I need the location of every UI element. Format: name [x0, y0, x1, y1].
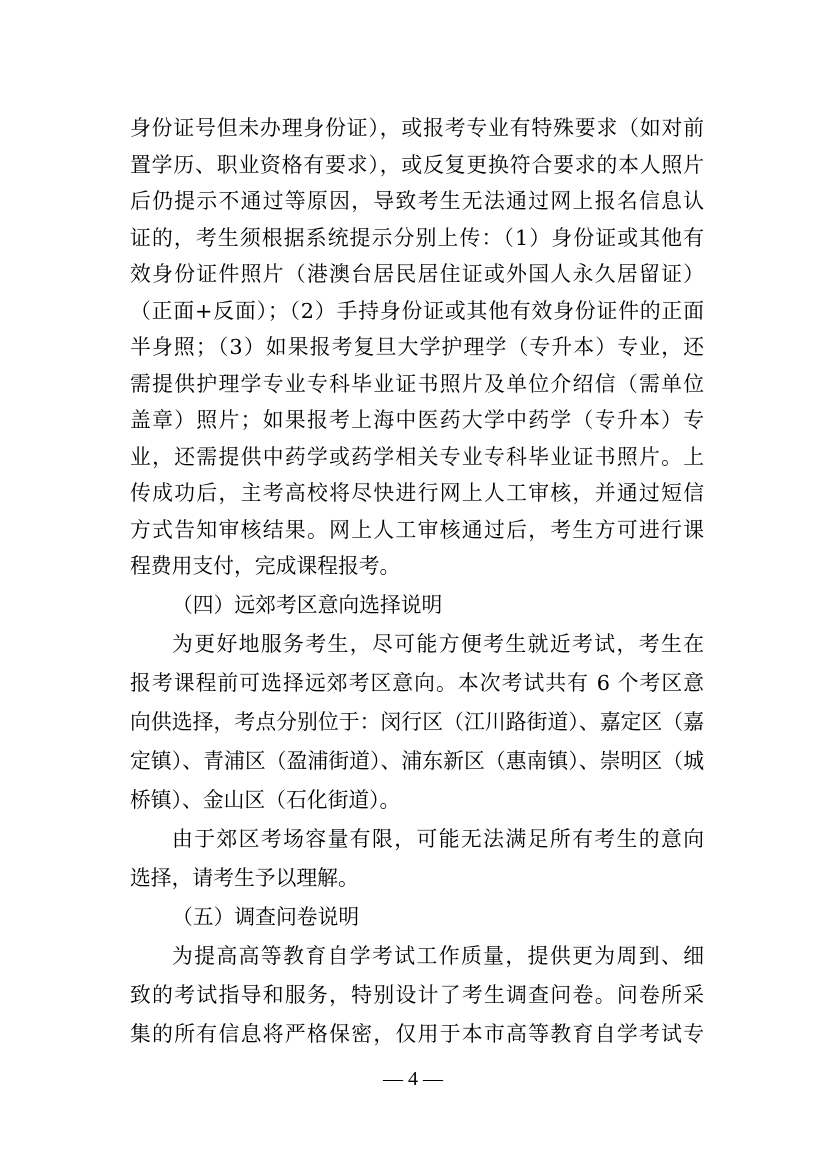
- body-line-21: 选择，请考生予以理解。: [130, 866, 359, 890]
- body-line-11: 传成功后，主考高校将尽快进行网上人工审核，并通过短信: [130, 481, 704, 505]
- body-line-1: 身份证号但未办理身份证），或报考专业有特殊要求（如对前: [130, 116, 704, 140]
- body-line-16: 报考课程前可选择远郊考区意向。本次考试共有 6 个考区意: [130, 671, 704, 695]
- body-line-3: 后仍提示不通过等原因，导致考生无法通过网上报名信息认: [130, 189, 704, 213]
- section-heading-4: （四）远郊考区意向选择说明: [172, 593, 443, 617]
- body-line-5: 效身份证件照片（港澳台居民居住证或外国人永久居留证）: [130, 262, 704, 286]
- body-line-20: 由于郊区考场容量有限，可能无法满足所有考生的意向: [172, 827, 704, 851]
- body-line-7: 半身照；（3）如果报考复旦大学护理学（专升本）专业，还: [130, 335, 704, 359]
- body-line-12: 方式告知审核结果。网上人工审核通过后，考生方可进行课: [130, 517, 704, 542]
- body-line-8: 需提供护理学专业专科毕业证书照片及单位介绍信（需单位: [130, 371, 704, 396]
- body-line-17: 向供选择，考点分别位于：闵行区（江川路街道）、嘉定区（嘉: [130, 710, 704, 734]
- section-heading-5: （五）调查问卷说明: [172, 905, 360, 929]
- body-line-2: 置学历、职业资格有要求），或反复更换符合要求的本人照片: [130, 152, 704, 177]
- body-line-9: 盖章）照片；如果报考上海中医药大学中药学（专升本）专: [130, 408, 704, 432]
- body-line-24: 致的考试指导和服务，特别设计了考生调查问卷。问卷所采: [130, 983, 704, 1007]
- body-line-15: 为更好地服务考生，尽可能方便考生就近考试，考生在: [172, 632, 704, 656]
- body-line-25: 集的所有信息将严格保密，仅用于本市高等教育自学考试专: [130, 1022, 704, 1046]
- body-line-13: 程费用支付，完成课程报考。: [130, 554, 401, 578]
- body-line-19: 桥镇）、金山区（石化街道）。: [130, 788, 401, 812]
- body-line-10: 业，还需提供中药学或药学相关专业专科毕业证书照片。上: [130, 444, 704, 469]
- body-line-6: （正面+反面）；（2）手持身份证或其他有效身份证件的正面: [130, 298, 704, 323]
- body-line-4: 证的，考生须根据系统提示分别上传：（1）身份证或其他有: [130, 225, 704, 250]
- page-number: — 4 —: [383, 1068, 443, 1090]
- body-line-18: 定镇）、青浦区（盈浦街道）、浦东新区（惠南镇）、崇明区（城: [130, 749, 704, 773]
- body-line-23: 为提高高等教育自学考试工作质量，提供更为周到、细: [172, 944, 704, 968]
